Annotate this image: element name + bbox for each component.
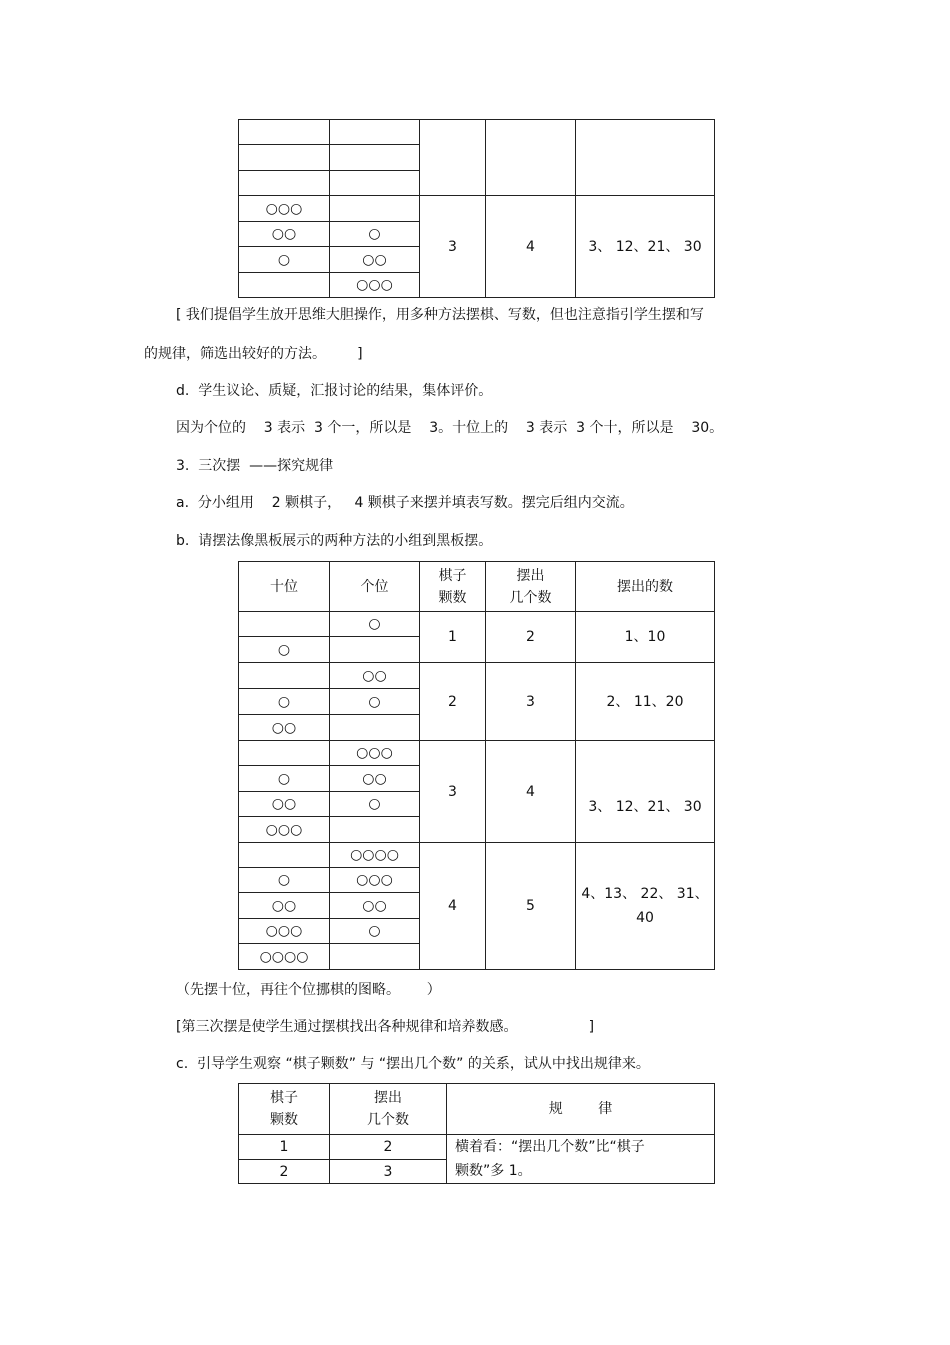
header-ones: 个位 xyxy=(330,562,420,612)
tens-cell: ○ xyxy=(239,247,330,273)
table-row xyxy=(239,741,715,766)
ones-cell xyxy=(330,171,420,196)
ones-cell: ○ xyxy=(330,222,420,247)
ones-cell: ○○ xyxy=(330,663,420,689)
paragraph-c: c. 引导学生观察 “棋子颗数” 与 “摆出几个数” 的关系，试从中找出规律来。 xyxy=(176,1056,650,1072)
count-cell: 3 xyxy=(420,741,486,843)
count-cell: 4 xyxy=(420,843,486,970)
table-header-row xyxy=(239,1084,715,1135)
count-cell xyxy=(420,120,486,196)
ones-cell: ○○○○ xyxy=(330,843,420,868)
tens-cell: ○○○ xyxy=(239,196,330,222)
values-cell xyxy=(576,843,715,970)
placement-table xyxy=(238,561,715,970)
tens-cell: ○○ xyxy=(239,715,330,741)
values-cell: 1、10 xyxy=(576,612,715,663)
ones-cell xyxy=(330,715,420,741)
header-num-line2: 几个数 xyxy=(509,589,552,606)
tens-cell: ○○ xyxy=(239,222,330,247)
rule-line-1: 横着看：“摆出几个数”比“棋子 xyxy=(455,1139,645,1155)
header-num xyxy=(330,1084,447,1135)
num-cell: 2 xyxy=(330,1135,447,1160)
tens-cell: ○○○ xyxy=(239,817,330,843)
rule-table xyxy=(238,1083,715,1184)
values-cell xyxy=(576,741,715,843)
paragraph-note-1b: 的规律，筛选出较好的方法。 ] xyxy=(144,346,363,362)
tens-cell: ○ xyxy=(239,689,330,715)
tens-cell: ○ xyxy=(239,766,330,792)
count-cell: 2 xyxy=(239,1160,330,1184)
table-header-row xyxy=(239,562,715,612)
tens-cell: ○○○ xyxy=(239,919,330,944)
ones-cell xyxy=(330,944,420,970)
tens-cell xyxy=(239,145,330,171)
ones-cell: ○ xyxy=(330,792,420,817)
tens-cell: ○ xyxy=(239,637,330,663)
header-count xyxy=(239,1084,330,1135)
ones-cell xyxy=(330,145,420,171)
header-values: 摆出的数 xyxy=(576,562,715,612)
num-cell: 3 xyxy=(486,663,576,741)
table-continued xyxy=(238,119,715,298)
ones-cell: ○ xyxy=(330,689,420,715)
table-row xyxy=(239,196,715,222)
ones-cell xyxy=(330,817,420,843)
num-cell: 4 xyxy=(486,196,576,298)
values-cell: 2、 11、20 xyxy=(576,663,715,741)
table-row xyxy=(239,1135,715,1160)
paragraph-d: d. 学生议论、质疑，汇报讨论的结果，集体评价。 xyxy=(176,383,493,399)
ones-cell: ○○○ xyxy=(330,741,420,766)
ones-cell xyxy=(330,196,420,222)
tens-cell xyxy=(239,120,330,145)
num-cell: 5 xyxy=(486,843,576,970)
header-num-line1: 摆出 xyxy=(516,567,545,584)
tens-cell: ○○ xyxy=(239,792,330,817)
paragraph-note-2: [第三次摆是使学生通过摆棋找出各种规律和培养数感。 ] xyxy=(176,1019,595,1035)
header-count-line1: 棋子 xyxy=(438,567,467,584)
header-count-line2: 颗数 xyxy=(438,589,467,606)
section-heading: 3. 三次摆 ——探究规律 xyxy=(176,458,334,474)
ones-cell xyxy=(330,637,420,663)
rule-line-2: 颗数”多 1。 xyxy=(455,1163,532,1179)
table-row xyxy=(239,663,715,689)
values-line-2: 40 xyxy=(636,910,654,926)
table-row xyxy=(239,120,715,145)
count-cell: 2 xyxy=(420,663,486,741)
ones-cell: ○ xyxy=(330,612,420,637)
count-cell: 3 xyxy=(420,196,486,298)
ones-cell: ○○○ xyxy=(330,868,420,893)
paragraph-figure-note: （先摆十位，再往个位挪棋的图略。 ） xyxy=(176,982,441,998)
num-cell: 2 xyxy=(486,612,576,663)
tens-cell xyxy=(239,741,330,766)
num-cell xyxy=(486,120,576,196)
paragraph-explain: 因为个位的 3 表示 3 个一，所以是 3。十位上的 3 表示 3 个十，所以是 30。 xyxy=(176,420,724,436)
header-rule: 规 律 xyxy=(447,1084,715,1135)
tens-cell xyxy=(239,612,330,637)
header-num xyxy=(486,562,576,612)
paragraph-a: a. 分小组用 2 颗棋子， 4 颗棋子来摆并填表写数。摆完后组内交流。 xyxy=(176,495,634,511)
header-count-line1: 棋子 xyxy=(270,1090,298,1106)
count-cell: 1 xyxy=(420,612,486,663)
header-num-line2: 几个数 xyxy=(367,1112,409,1128)
tens-cell: ○ xyxy=(239,868,330,893)
header-num-line1: 摆出 xyxy=(374,1090,402,1106)
table-row xyxy=(239,612,715,637)
header-count xyxy=(420,562,486,612)
ones-cell: ○○○ xyxy=(330,273,420,298)
ones-cell: ○○ xyxy=(330,893,420,919)
tens-cell xyxy=(239,663,330,689)
table-row xyxy=(239,843,715,868)
count-cell: 1 xyxy=(239,1135,330,1160)
tens-cell: ○○○○ xyxy=(239,944,330,970)
tens-cell xyxy=(239,843,330,868)
ones-cell xyxy=(330,120,420,145)
num-cell: 3 xyxy=(330,1160,447,1184)
values-text: 3、 12、21、 30 xyxy=(588,799,702,815)
values-cell xyxy=(576,120,715,196)
num-cell: 4 xyxy=(486,741,576,843)
rule-cell xyxy=(447,1135,715,1184)
ones-cell: ○ xyxy=(330,919,420,944)
header-tens: 十位 xyxy=(239,562,330,612)
paragraph-note-1a: [ 我们提倡学生放开思维大胆操作，用多种方法摆棋、写数，但也注意指引学生摆和写 xyxy=(176,307,704,323)
ones-cell: ○○ xyxy=(330,247,420,273)
values-line-1: 4、13、 22、 31、 xyxy=(581,886,709,902)
tens-cell xyxy=(239,171,330,196)
header-count-line2: 颗数 xyxy=(270,1112,298,1128)
paragraph-b: b. 请摆法像黑板展示的两种方法的小组到黑板摆。 xyxy=(176,533,493,549)
values-cell: 3、 12、21、 30 xyxy=(576,196,715,298)
ones-cell: ○○ xyxy=(330,766,420,792)
tens-cell: ○○ xyxy=(239,893,330,919)
tens-cell xyxy=(239,273,330,298)
